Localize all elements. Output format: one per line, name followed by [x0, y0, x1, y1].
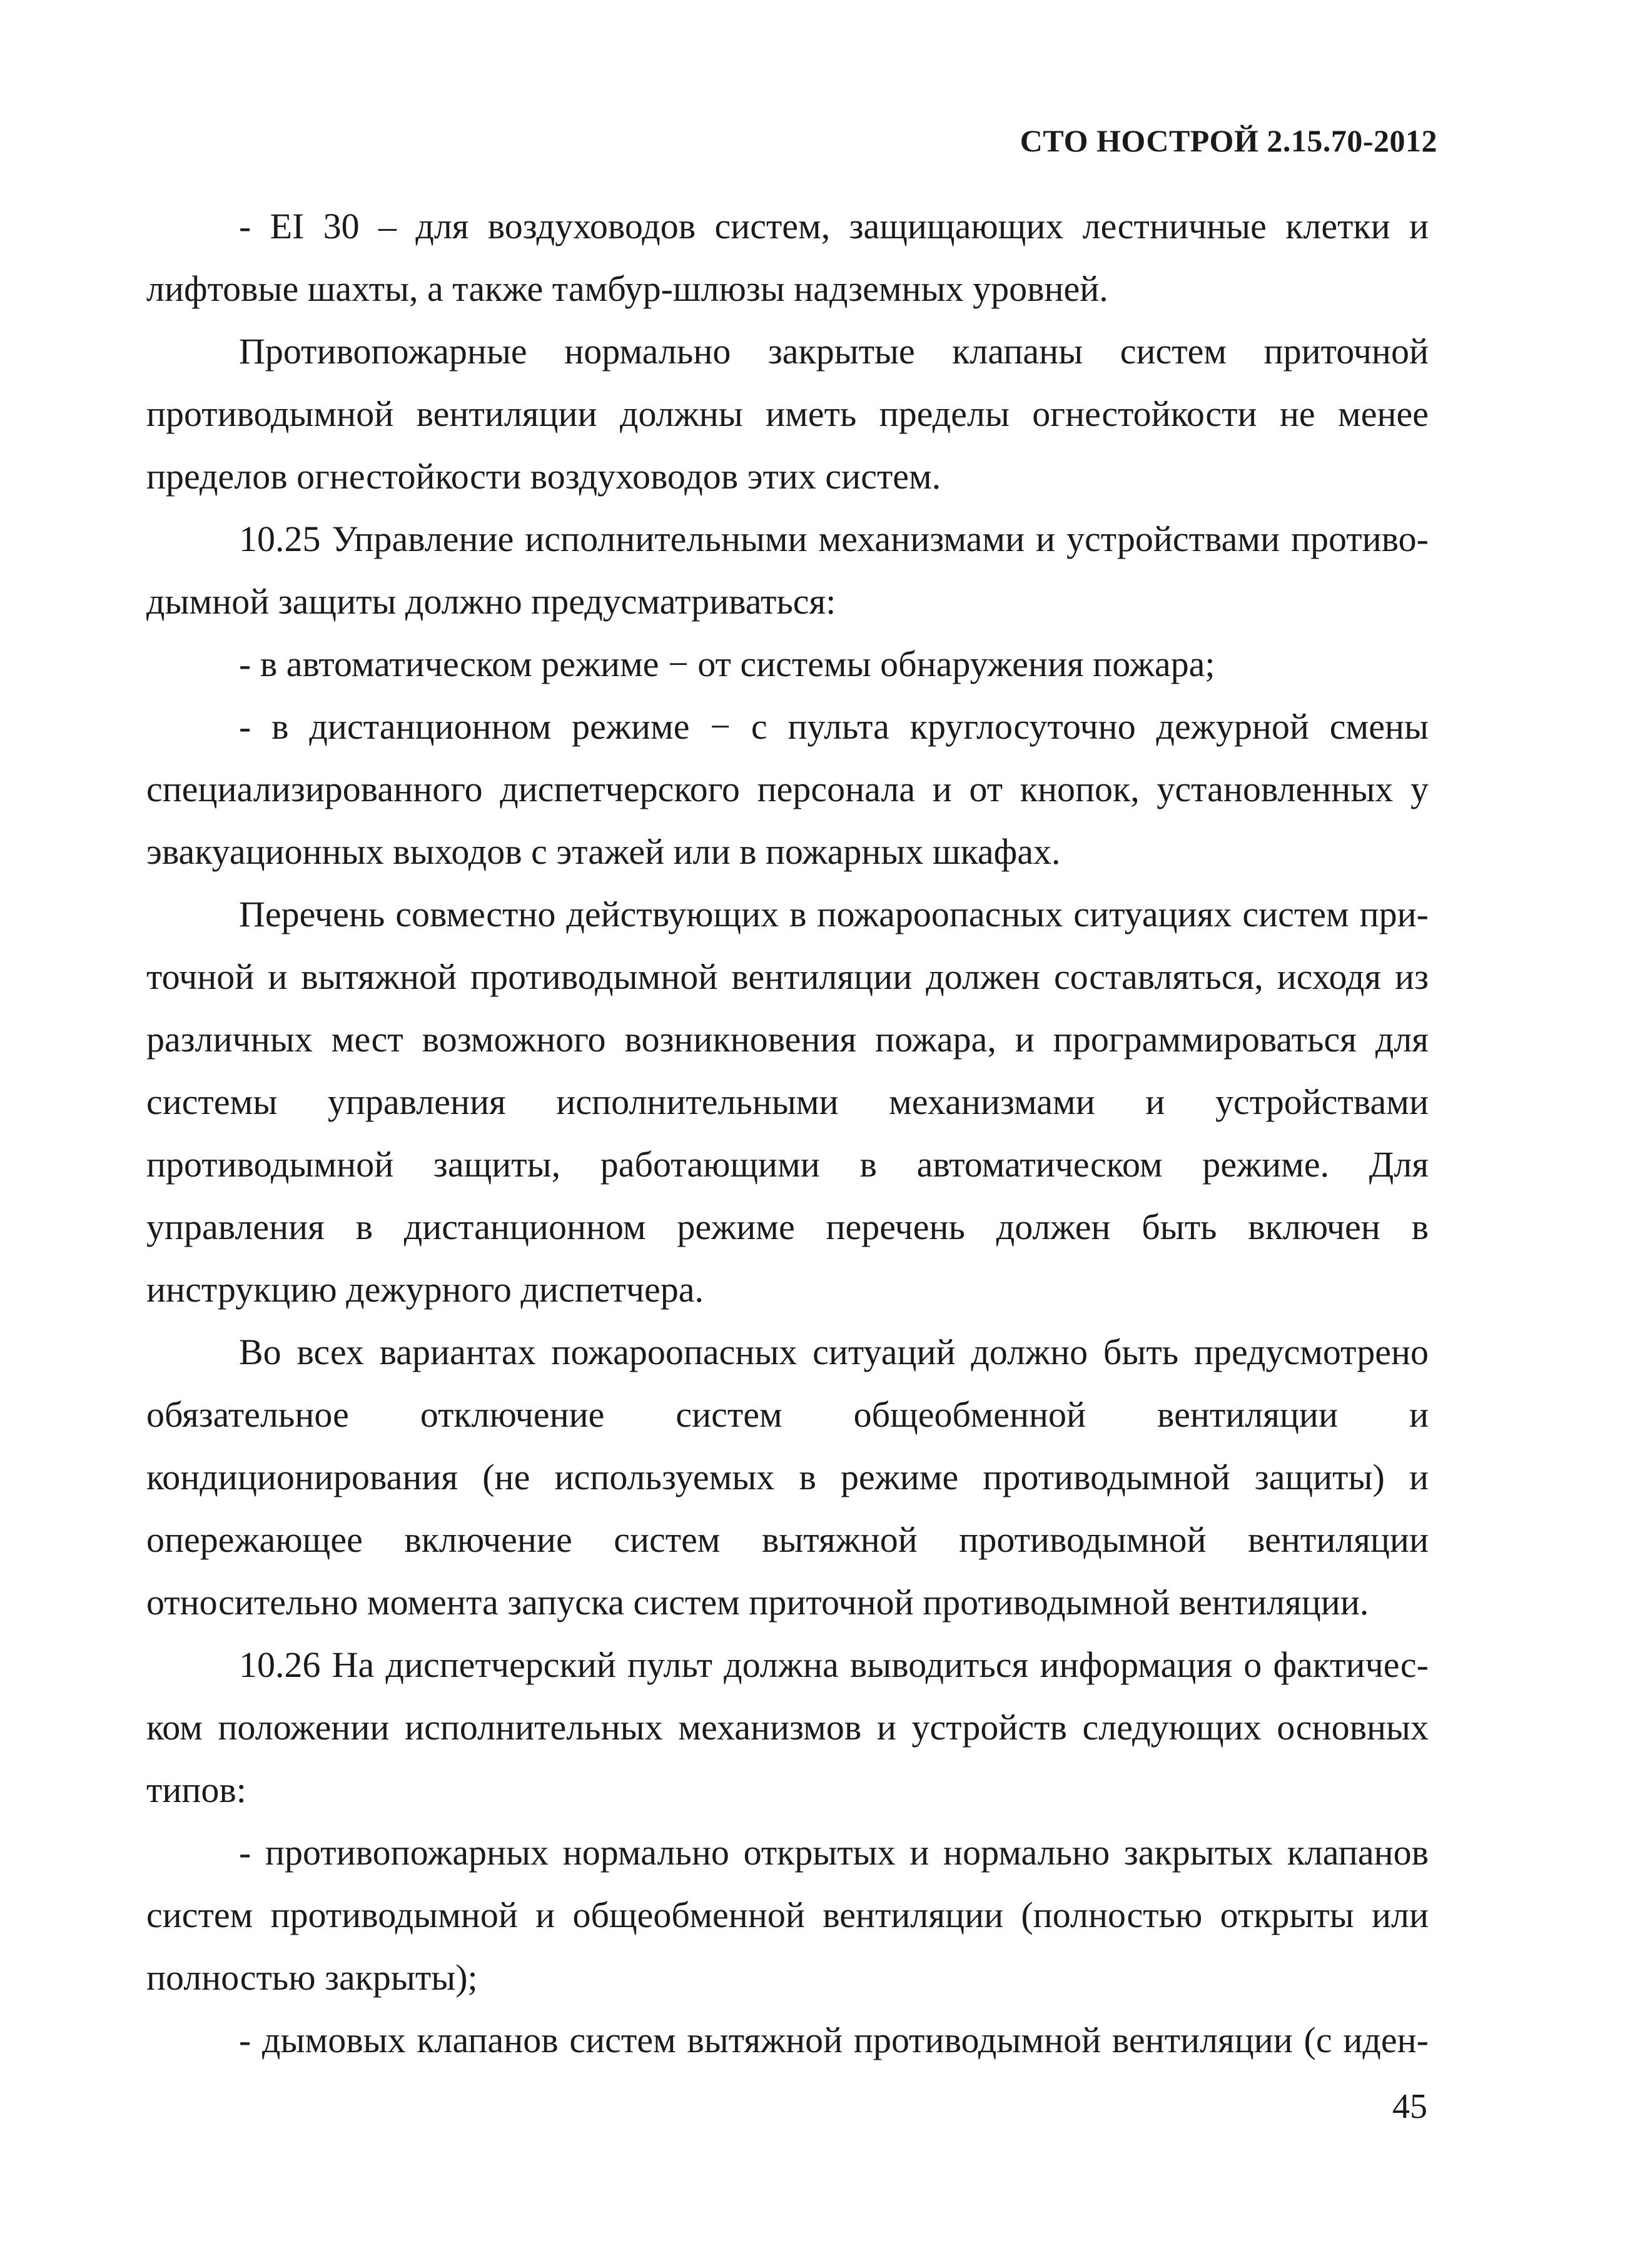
page-number: 45: [1392, 2087, 1427, 2126]
paragraph: 10.26 На диспетчерский пульт должна выводиться информация о фактическом положении исполнительных механизмов и устройств следующих основных типов:: [146, 1644, 1429, 1810]
paragraph: - противопожарных нормально открытых и нормально закрытых клапанов систем противодымной и общеобменной вентиляции (полностью открыты или полностью закрыты);: [146, 1832, 1429, 1998]
paragraph: Перечень совместно действующих в пожароопасных ситуациях систем приточной и вытяжной противодымной вентиляции должен составляться, исходя из различных мест возможного возникновения пожара, и программироваться для системы управления исполнительными механизмами и устройствами противодымной защиты, работающими в автоматическом режиме. Для управления в дистанционном режиме перечень должен быть включен в инструкцию дежурного диспетчера.: [146, 894, 1429, 1310]
document-code-header: СТО НОСТРОЙ 2.15.70-2012: [1020, 123, 1437, 158]
paragraph: - EI 30 – для воздуховодов систем, защищающих лестничные клетки и лифтовые шахты, а также тамбур-шлюзы надземных уровней.: [146, 206, 1429, 309]
paragraph: Противопожарные нормально закрытые клапаны систем приточной противодымной вентиляции должны иметь пределы огнестойкости не менее пределов огнестойкости воздуховодов этих систем.: [146, 331, 1429, 497]
paragraph: - в дистанционном режиме − с пульта круглосуточно дежурной смены специализированного диспетчерского персонала и от кнопок, установленных у эвакуационных выходов с этажей или в пожарных шкафах.: [146, 706, 1429, 872]
paragraph: 10.25 Управление исполнительными механизмами и устройствами противодымной защиты должно предусматриваться:: [146, 519, 1429, 622]
paragraph-continued: - дымовых клапанов систем вытяжной противодымной вентиляции (с иден-: [239, 2020, 1429, 2060]
paragraph: Во всех вариантах пожароопасных ситуаций должно быть предусмотрено обязательное отключение систем общеобменной вентиляции и кондиционирования (не используемых в режиме противодымной защиты) и опережающее включение систем вытяжной противодымной вентиляции относительно момента запуска систем приточной противодымной вентиляции.: [146, 1332, 1429, 1623]
document-body: [146, 195, 1429, 2072]
paragraph: - в автоматическом режиме − от системы обнаружения пожара;: [239, 644, 1215, 684]
